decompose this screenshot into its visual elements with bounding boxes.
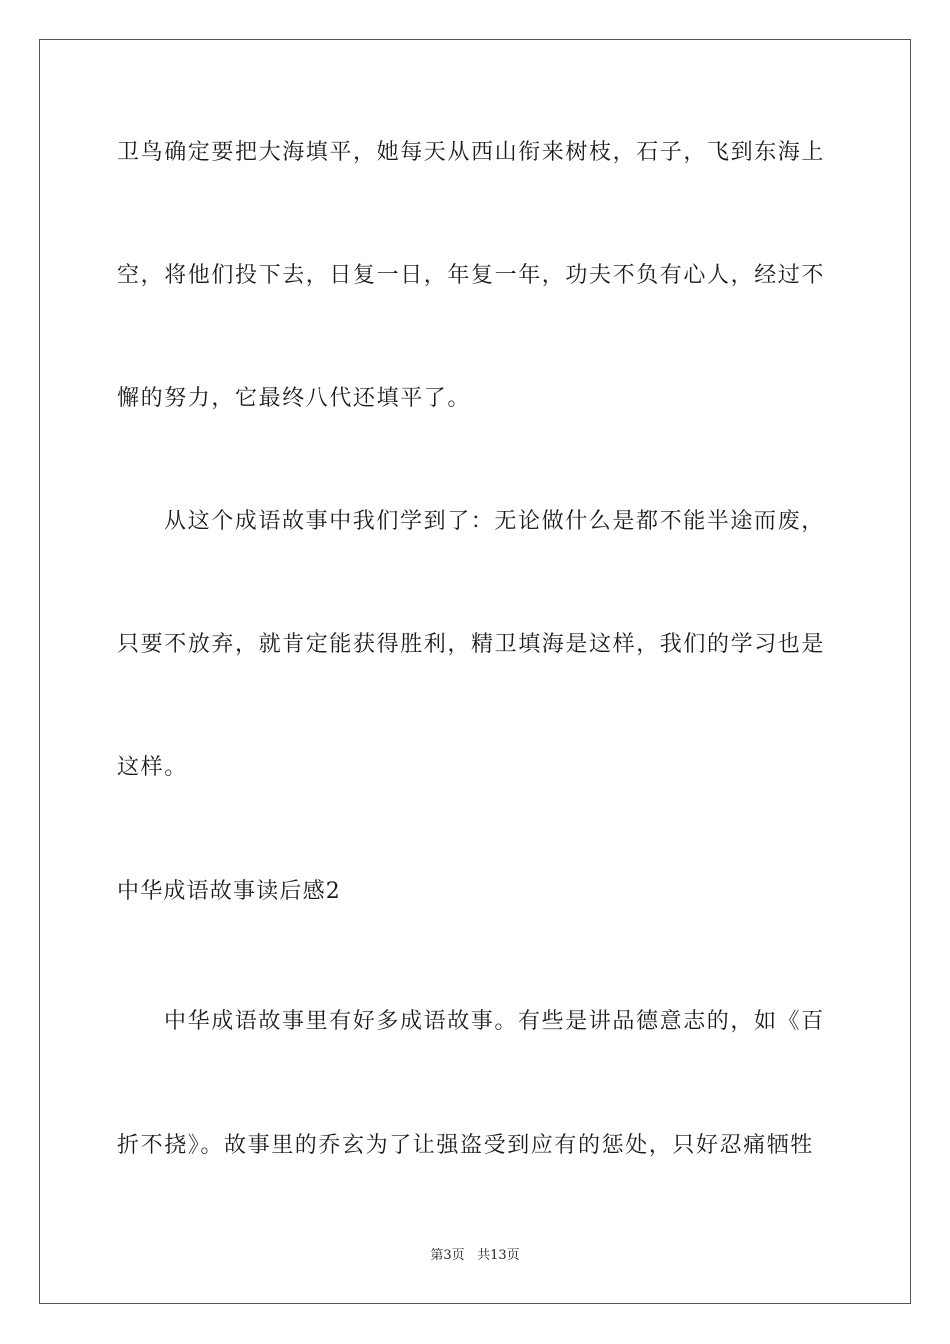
body-text-line: 懈的努力，它最终八代还填平了。 (117, 386, 472, 411)
page-footer (0, 1247, 950, 1265)
body-text-line: 卫鸟确定要把大海填平，她每天从西山衔来树枝，石子，飞到东海上 (117, 140, 826, 165)
page-number: 第3页 (430, 1248, 465, 1263)
page-border (39, 39, 911, 1304)
paragraph-first-line: 中华成语故事里有好多成语故事。有些是讲品德意志的，如《百 (164, 1009, 825, 1034)
section-heading: 中华成语故事读后感2 (117, 879, 341, 904)
body-text-line: 这样。 (117, 755, 188, 780)
page-total: 共13页 (477, 1248, 520, 1263)
body-text-line: 空，将他们投下去，日复一日，年复一年，功夫不负有心人，经过不 (117, 263, 826, 288)
body-text-line: 只要不放弃，就肯定能获得胜利，精卫填海是这样，我们的学习也是 (117, 632, 826, 657)
paragraph-first-line: 从这个成语故事中我们学到了：无论做什么是都不能半途而废， (164, 509, 825, 534)
body-text-line: 折不挠》。故事里的乔玄为了让强盗受到应有的惩处，只好忍痛牺牲 (117, 1133, 815, 1158)
